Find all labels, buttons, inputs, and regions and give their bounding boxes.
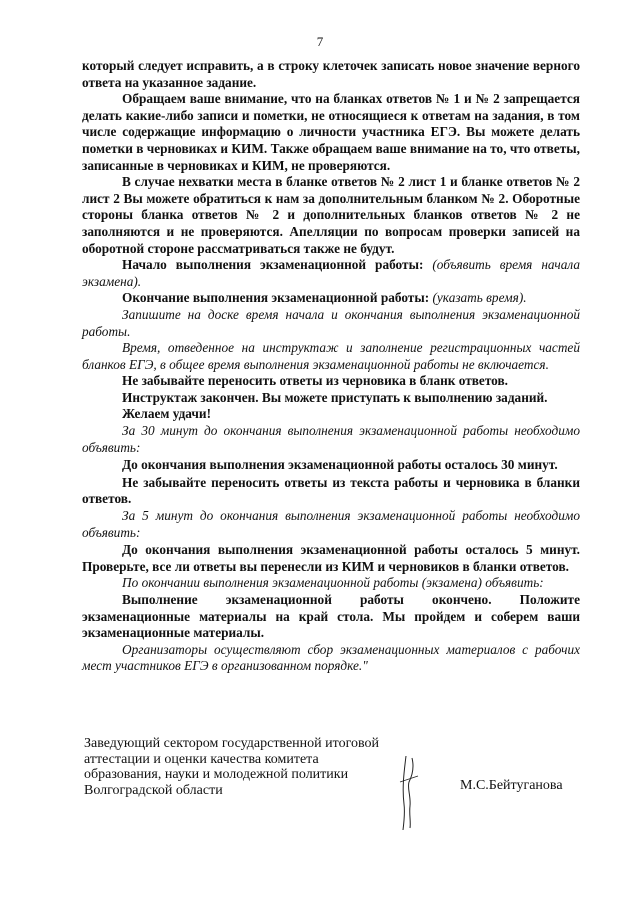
paragraph-text: По окончании выполнения экзаменационной работы (экзамена) объявить:: [122, 575, 544, 591]
paragraph-text: Не забывайте переносить ответы из текста работы и черновика в бланки ответов.: [82, 474, 580, 507]
paragraph-text: Запишите на доске время начала и окончания выполнения экзаменационной работы.: [82, 306, 580, 339]
paragraph-text: Инструктаж закончен. Вы можете приступать к выполнению заданий.: [122, 389, 548, 405]
paragraph-text: Окончание выполнения экзаменационной работы:: [122, 290, 430, 306]
paragraph: [82, 642, 580, 675]
signatory-name: М.С.Бейтуганова: [460, 778, 563, 793]
paragraph: [82, 290, 580, 307]
paragraph-text: В случае нехватки места в бланке ответов № 2 лист 1 и бланке ответов № 2 лист 2 Вы можете обратиться к нам за дополнительным бланком № 2. Оборотные стороны бланка ответов № 2 и дополнительных бланков ответов № 2 не заполняются и не проверяются. Апелляции по вопросам проверки записей на оборотной стороне рассматриваться также не будут.: [82, 174, 580, 256]
paragraph: [82, 542, 580, 575]
paragraph: [82, 91, 580, 174]
paragraph: [82, 423, 580, 456]
document-body: [82, 58, 580, 675]
paragraph: [82, 390, 580, 407]
paragraph-text: Выполнение экзаменационной работы окончено. Положите экзаменационные материалы на край стола. Мы пройдем и соберем ваши экзаменационные материалы.: [82, 592, 580, 641]
paragraph-text: который следует исправить, а в строку клеточек записать новое значение верного ответа на указанное задание.: [82, 58, 580, 90]
paragraph-text: За 30 минут до окончания выполнения экзаменационной работы необходимо объявить:: [82, 423, 580, 455]
paragraph: [82, 406, 580, 423]
paragraph-text: За 5 минут до окончания выполнения экзаменационной работы необходимо объявить:: [82, 508, 580, 540]
paragraph-italic-note: (объявить время начала экзамена).: [82, 257, 580, 289]
paragraph: [82, 475, 580, 508]
paragraph-text: До окончания выполнения экзаменационной работы осталось 30 минут.: [122, 457, 558, 473]
paragraph-text: Не забывайте переносить ответы из черновика в бланк ответов.: [122, 373, 509, 389]
paragraph: [82, 508, 580, 541]
paragraph-italic-note: (указать время).: [429, 290, 527, 306]
paragraph: [82, 174, 580, 257]
paragraph-text: Время, отведенное на инструктаж и заполнение регистрационных частей бланков ЕГЭ, в общее время выполнения экзаменационной работы не включается.: [82, 340, 580, 372]
paragraph-text: Начало выполнения экзаменационной работы:: [122, 257, 424, 273]
signature-block: [84, 736, 584, 798]
paragraph-text: Желаем удачи!: [122, 406, 212, 422]
paragraph: [82, 373, 580, 390]
paragraph-text: Организаторы осуществляют сбор экзаменационных материалов с рабочих мест участников ЕГЭ в организованном порядке.": [82, 641, 580, 674]
paragraph-text: До окончания выполнения экзаменационной работы осталось 5 минут. Проверьте, все ли ответы вы перенесли из КИМ и черновиков в бланки ответов.: [82, 542, 580, 574]
paragraph: [82, 340, 580, 373]
paragraph: [82, 592, 580, 642]
paragraph: [82, 307, 580, 340]
handwritten-signature: [392, 752, 426, 832]
paragraph: [82, 457, 580, 474]
paragraph-text: Обращаем ваше внимание, что на бланках ответов № 1 и № 2 запрещается делать какие-либо записи и пометки, не относящиеся к ответам на задания, в том числе содержащие информацию о личности участника ЕГЭ. Вы можете делать пометки в черновиках и КИМ. Также обращаем ваше внимание на то, что ответы, записанные в черновиках и КИМ, не проверяются.: [82, 91, 580, 173]
paragraph: [82, 575, 580, 592]
page-number: 7: [316, 34, 324, 49]
paragraph: [82, 58, 580, 91]
paragraph: [82, 257, 580, 290]
signatory-title: Заведующий сектором государственной итоговой аттестации и оценки качества комитета образования, науки и молодежной политики Волгоградской области: [84, 736, 379, 798]
